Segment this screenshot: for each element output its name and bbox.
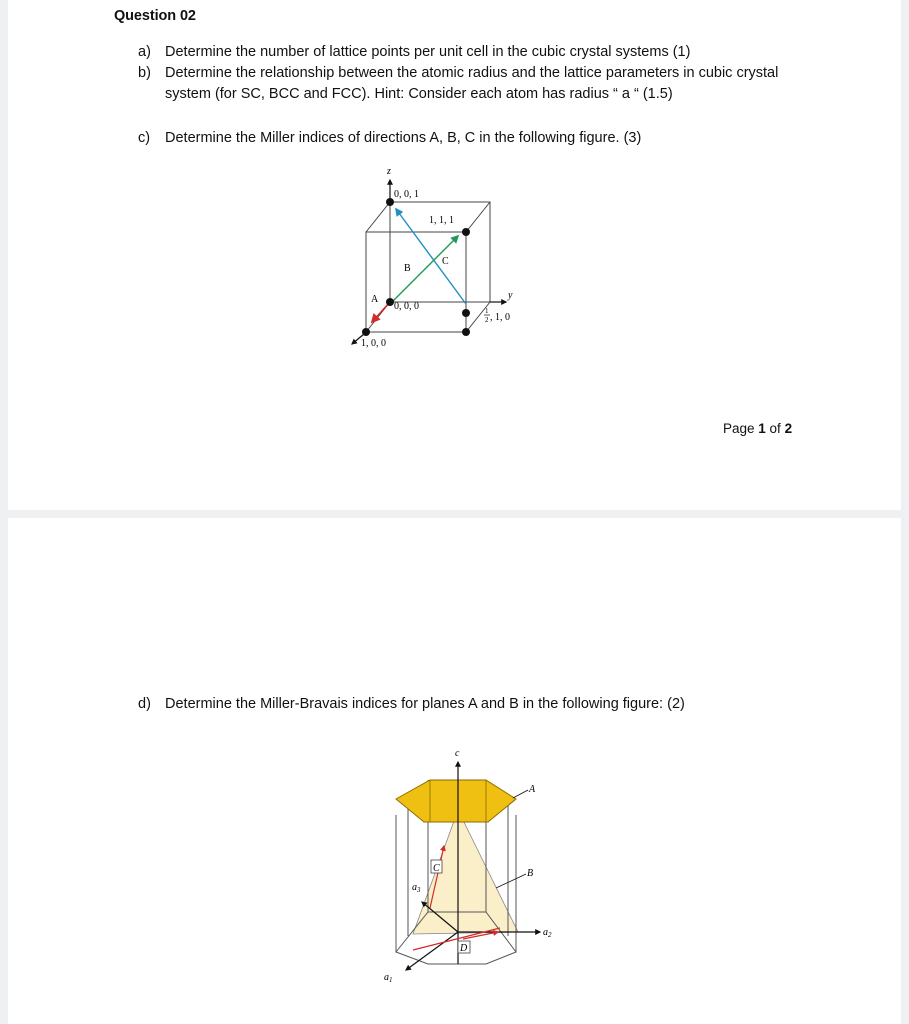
label-000: 0, 0, 0: [394, 301, 419, 312]
cubic-directions-figure: [330, 160, 550, 356]
part-b: [138, 63, 798, 105]
plane-a-leader: [513, 790, 528, 798]
page-number-middle: of: [765, 421, 785, 436]
plane-b-label: B: [527, 868, 534, 879]
a3-axis-letter: a: [412, 882, 417, 893]
label-111: 1, 1, 1: [429, 215, 454, 226]
a3-axis-sub: 3: [417, 886, 421, 894]
point-111: [462, 228, 470, 236]
part-c-text: Determine the Miller indices of directions A, B, C in the following figure. (3): [165, 130, 642, 146]
part-b-text: Determine the relationship between the atomic radius and the lattice parameters in cubic crystal system (for SC, BCC and FCC). Hint: Consider each atom has radius “ a “ (1.5): [165, 65, 779, 102]
y-axis-label: y: [508, 290, 513, 301]
direction-a-label: A: [371, 294, 379, 305]
direction-b-label: B: [404, 263, 411, 274]
part-a: [138, 42, 798, 63]
point-001: [386, 198, 394, 206]
point-100: [362, 328, 370, 336]
a1-axis-letter: a: [384, 972, 389, 983]
z-axis-label: z: [387, 166, 391, 177]
a3-axis-label: [412, 882, 421, 894]
page-number: [723, 421, 792, 436]
direction-d-label: D: [460, 943, 468, 954]
direction-c-arrow: [417, 236, 458, 277]
a2-axis-sub: 2: [548, 931, 552, 939]
question-title: Question 02: [114, 8, 196, 24]
direction-c-label: C: [433, 863, 440, 874]
label-001: 0, 0, 1: [394, 189, 419, 200]
part-d: [138, 694, 798, 715]
part-d-label: d): [138, 696, 151, 712]
plane-b-leader: [496, 874, 526, 888]
part-a-label: a): [138, 44, 151, 60]
page-number-total: 2: [784, 421, 793, 436]
cube-edges: [366, 202, 490, 332]
plane-b: [413, 810, 518, 934]
plane-a-label: A: [529, 784, 536, 795]
a2-axis-label: [543, 927, 552, 939]
part-c: [138, 128, 798, 149]
a2-axis-letter: a: [543, 927, 548, 938]
page-2: [8, 518, 901, 1024]
page-number-prefix: Page: [723, 421, 759, 436]
a1-axis-label: [384, 972, 393, 984]
part-c-label: c): [138, 130, 151, 146]
point-corner-front: [462, 328, 470, 336]
c-axis-label: c: [455, 748, 460, 759]
plane-a: [396, 780, 516, 822]
page-number-current: 1: [758, 421, 766, 436]
direction-c-label: C: [442, 256, 449, 267]
label-half10-num: 1: [485, 307, 489, 315]
page-1: [8, 0, 901, 510]
label-half10-den: 2: [485, 316, 489, 324]
part-b-label: b): [138, 65, 151, 81]
point-000: [386, 298, 394, 306]
label-half10-rest: , 1, 0: [490, 312, 510, 323]
point-half10: [462, 309, 470, 317]
part-a-text: Determine the number of lattice points per unit cell in the cubic crystal systems (1): [165, 44, 691, 60]
part-d-text: Determine the Miller-Bravais indices for planes A and B in the following figure: (2): [165, 696, 685, 712]
direction-c-tail: [390, 277, 417, 304]
hexagonal-planes-figure: [368, 742, 578, 992]
label-100: 1, 0, 0: [361, 338, 386, 349]
a1-axis-sub: 1: [389, 976, 393, 984]
direction-a-arrow: [372, 302, 390, 322]
